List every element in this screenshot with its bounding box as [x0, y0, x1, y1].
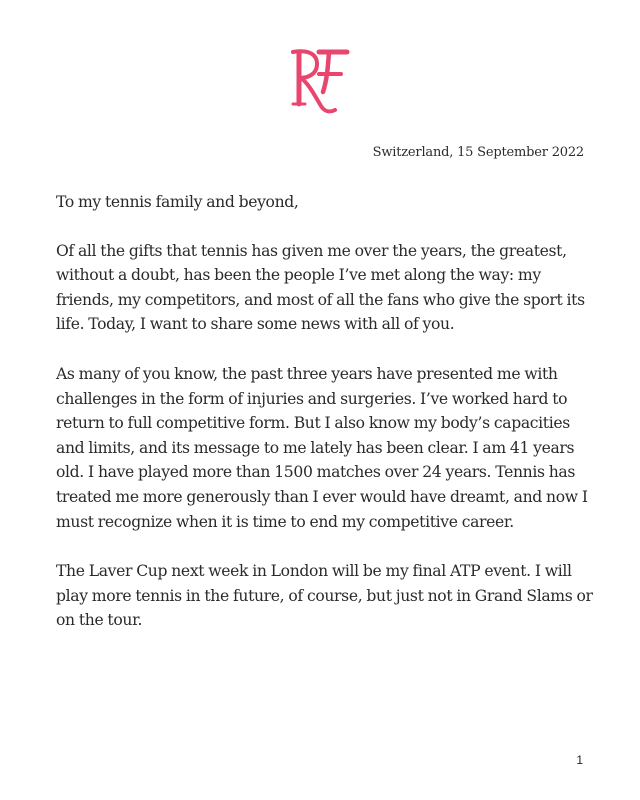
letter-paragraph-1: Of all the gifts that tennis has given me over the years, the greatest, without a doubt, has been the people I’ve met along the way: my friends, my competitors, and most of all the fans who give the sport its life. Today, I want to share some news with all of you. [56, 241, 585, 334]
letter-body [56, 190, 596, 658]
rf-monogram-logo-icon [285, 44, 353, 116]
page-number: 1 [576, 753, 583, 767]
letter-greeting: To my tennis family and beyond, [56, 193, 299, 211]
letter-paragraph-3: The Laver Cup next week in London will be my final ATP event. I will play more tennis in the future, of course, but just not in Grand Slams or on the tour. [56, 562, 593, 630]
letter-date: Switzerland, 15 September 2022 [372, 145, 584, 160]
letter-paragraph-2: As many of you know, the past three years have presented me with challenges in the form of injuries and surgeries. I’ve worked hard to return to full competitive form. But I also know my body’s capacities and limits, and its message to me lately has been clear. I am 41 years old. I have played more than 1500 matches over 24 years. Tennis has treated me more generously than I ever would have dreamt, and now I must recognize when it is time to end my competitive career. [56, 364, 588, 531]
